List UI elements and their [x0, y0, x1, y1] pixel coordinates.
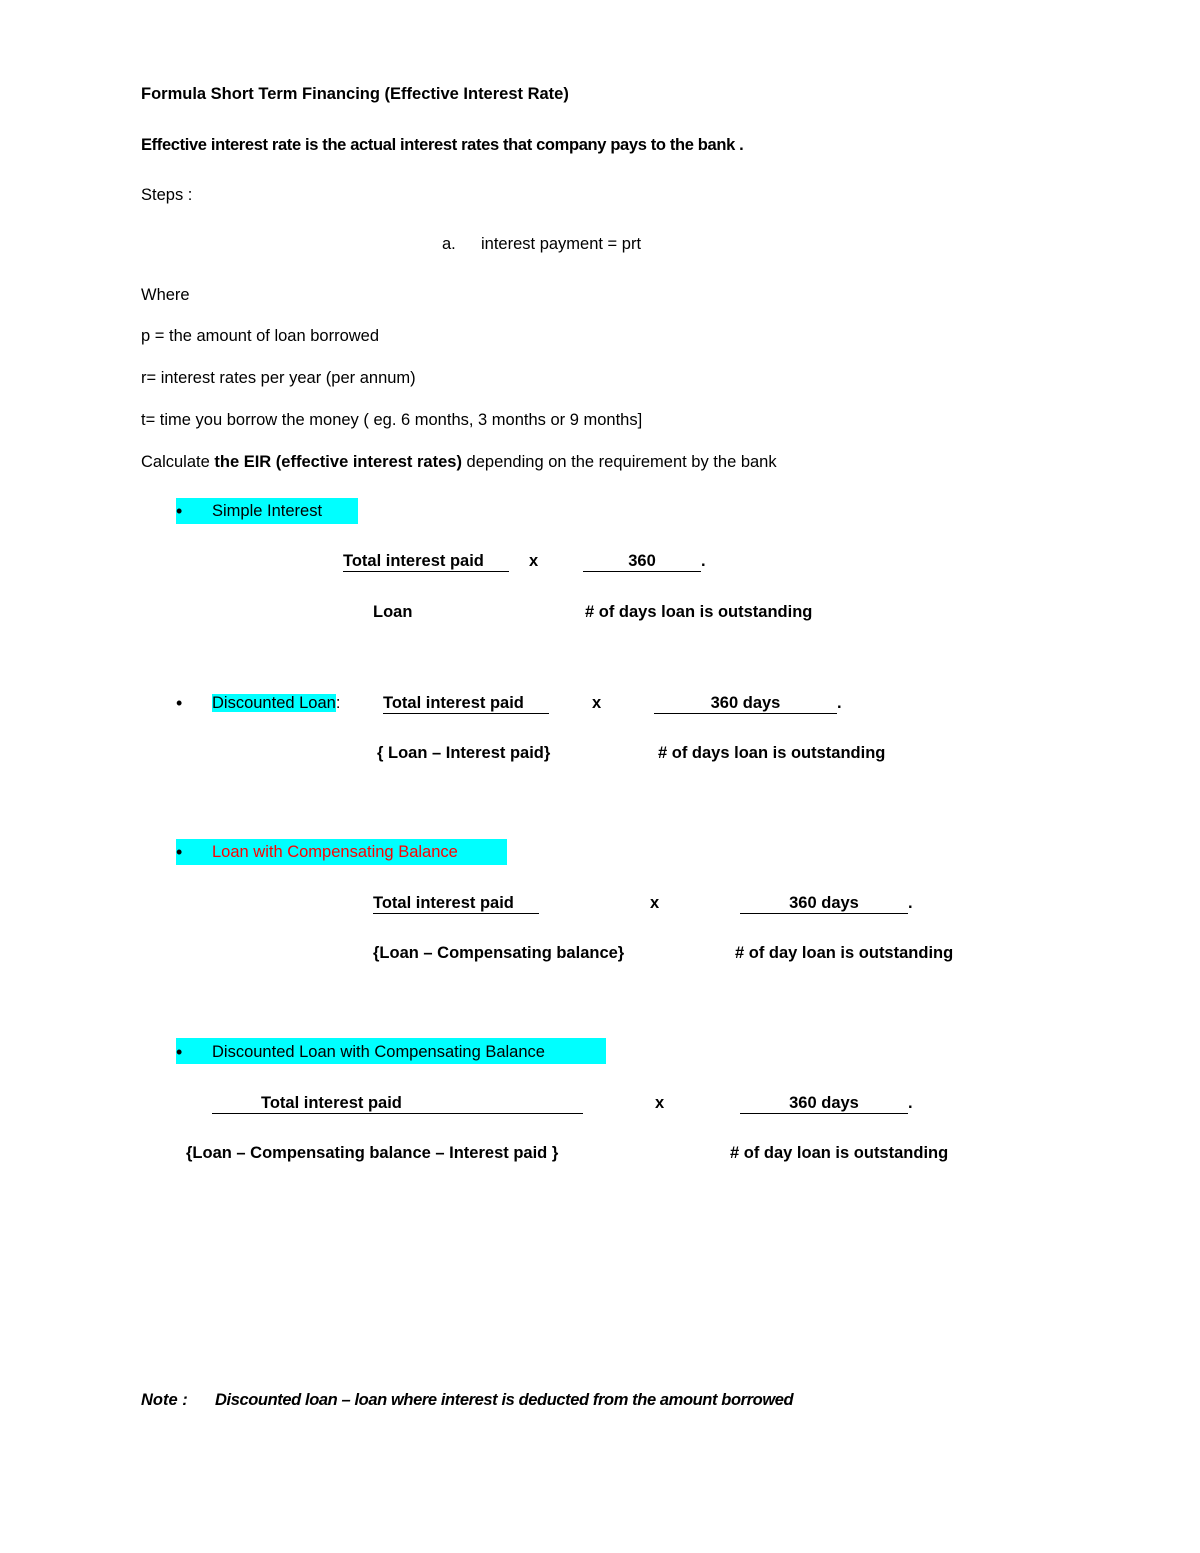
- step-marker: a.: [442, 235, 456, 253]
- bullet-icon: •: [176, 1042, 183, 1062]
- denominator: Loan: [373, 603, 413, 621]
- note-label: Note :: [141, 1391, 188, 1409]
- numerator: Total interest paid: [373, 893, 539, 914]
- days-label: # of days loan is outstanding: [585, 603, 813, 621]
- numerator-text: Total interest paid: [261, 1094, 402, 1112]
- days-label: # of day loan is outstanding: [730, 1144, 949, 1162]
- where-label: Where: [141, 286, 190, 304]
- numerator: Total interest paid: [383, 693, 549, 714]
- factor: 360 days: [654, 693, 837, 714]
- heading-text: Discounted Loan: [212, 694, 336, 712]
- calc-pre: Calculate: [141, 453, 215, 471]
- calc-bold: the EIR (effective interest rates): [214, 453, 462, 471]
- variable-p: p = the amount of loan borrowed: [141, 327, 380, 345]
- variable-t: t= time you borrow the money ( eg. 6 months, 3 months or 9 months]: [141, 411, 643, 429]
- numerator: [212, 1093, 583, 1114]
- times-sign: x: [655, 1094, 665, 1112]
- factor: 360 days: [740, 1093, 908, 1114]
- factor: 360: [583, 551, 701, 572]
- note-text: Discounted loan – loan where interest is deducted from the amount borrowed: [215, 1391, 794, 1409]
- times-sign: x: [592, 694, 602, 712]
- bullet-icon: •: [176, 693, 183, 713]
- factor: 360 days: [740, 893, 908, 914]
- definition: Effective interest rate is the actual interest rates that company pays to the bank .: [141, 136, 744, 154]
- times-sign: x: [529, 552, 539, 570]
- days-label: # of day loan is outstanding: [735, 944, 954, 962]
- denominator: { Loan – Interest paid}: [377, 744, 551, 762]
- calc-post: depending on the requirement by the bank: [461, 453, 777, 471]
- variable-r: r= interest rates per year (per annum): [141, 369, 416, 387]
- denominator: {Loan – Compensating balance – Interest paid }: [186, 1144, 559, 1162]
- section-heading-discounted-compensating: Discounted Loan with Compensating Balance: [212, 1043, 545, 1061]
- section-heading-discounted-loan: [212, 692, 340, 714]
- denominator: {Loan – Compensating balance}: [373, 944, 625, 962]
- times-sign: x: [650, 894, 660, 912]
- step-text: interest payment = prt: [481, 235, 642, 253]
- bullet-icon: •: [176, 842, 183, 862]
- section-heading-compensating-balance: Loan with Compensating Balance: [212, 843, 458, 861]
- document-title: Formula Short Term Financing (Effective Interest Rate): [141, 85, 569, 103]
- days-label: # of days loan is outstanding: [658, 744, 886, 762]
- steps-label: Steps :: [141, 186, 193, 204]
- section-heading-simple-interest: Simple Interest: [212, 502, 323, 520]
- numerator: Total interest paid: [343, 551, 509, 572]
- bullet-icon: •: [176, 501, 183, 521]
- colon: :: [335, 694, 341, 712]
- calculate-line: [141, 451, 777, 473]
